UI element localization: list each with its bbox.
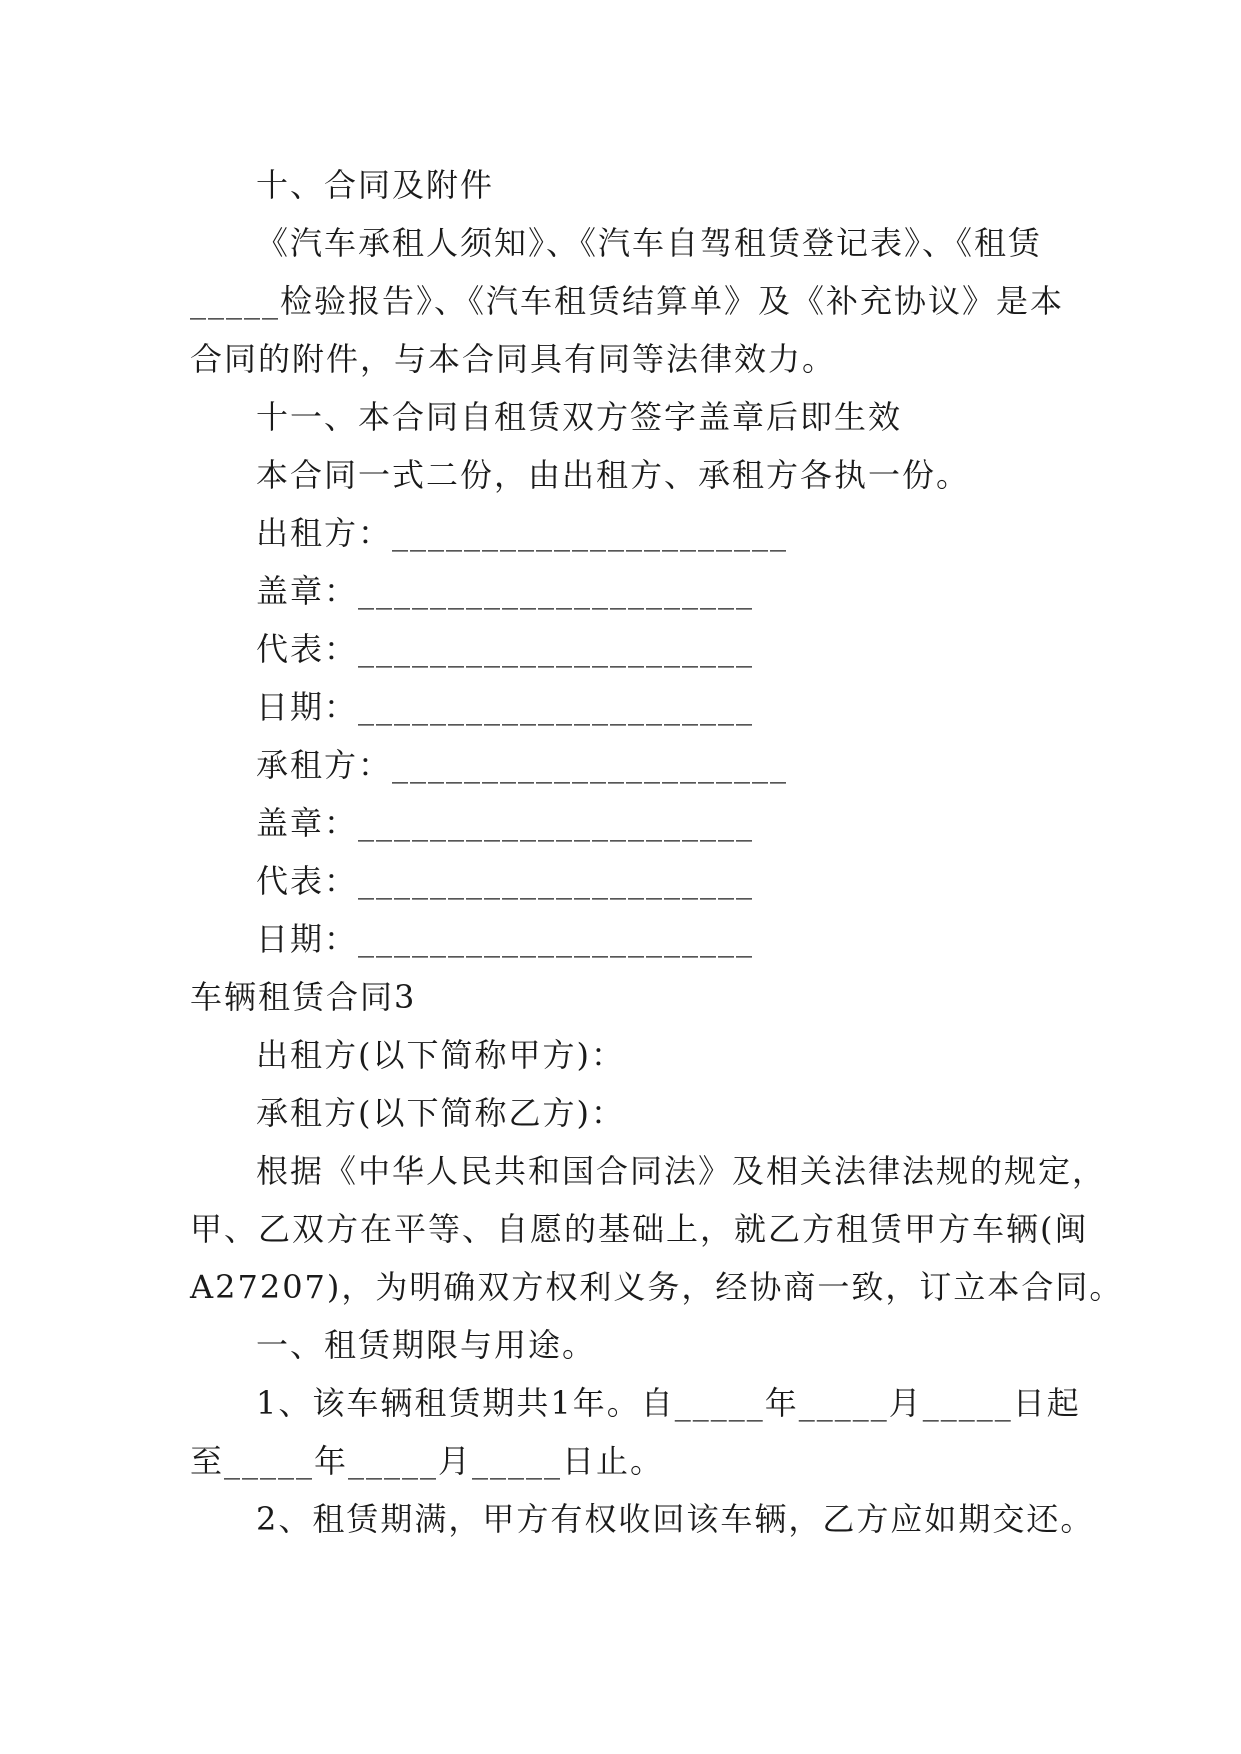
party-lessee-line: 承租方(以下简称乙方)： xyxy=(256,1094,625,1132)
section-heading: 十一、本合同自租赁双方签字盖章后即生效 xyxy=(256,398,903,436)
signature-field-representative: 代表：______________________ xyxy=(256,630,755,668)
party-lessor-line: 出租方(以下简称甲方)： xyxy=(256,1036,625,1074)
signature-field-representative: 代表：______________________ xyxy=(256,862,755,900)
paragraph-line: 本合同一式二份，由出租方、承租方各执一份。 xyxy=(256,456,971,494)
paragraph-line: 《汽车承租人须知》、《汽车自驾租赁登记表》、《租赁 xyxy=(256,224,1043,262)
document-title: 车辆租赁合同3 xyxy=(190,978,417,1016)
paragraph-line: 根据《中华人民共和国合同法》及相关法律法规的规定， xyxy=(256,1152,1107,1190)
paragraph-line: 2、租赁期满，甲方有权收回该车辆，乙方应如期交还。 xyxy=(256,1500,1095,1538)
signature-field-date: 日期：______________________ xyxy=(256,920,755,958)
paragraph-line: 甲、乙双方在平等、自愿的基础上，就乙方租赁甲方车辆(闽 xyxy=(190,1210,1089,1248)
signature-field-lessor: 出租方：______________________ xyxy=(256,514,789,552)
signature-field-seal: 盖章：______________________ xyxy=(256,804,755,842)
paragraph-line: 至_____年_____月_____日止。 xyxy=(190,1442,665,1480)
signature-field-date: 日期：______________________ xyxy=(256,688,755,726)
paragraph-line: A27207)，为明确双方权利义务，经协商一致，订立本合同。 xyxy=(190,1268,1124,1306)
paragraph-line: 合同的附件，与本合同具有同等法律效力。 xyxy=(190,340,837,378)
section-heading: 十、合同及附件 xyxy=(256,166,495,204)
section-heading: 一、租赁期限与用途。 xyxy=(256,1326,597,1364)
paragraph-line: 1、该车辆租赁期共1年。自_____年_____月_____日起 xyxy=(256,1384,1081,1422)
paragraph-line: _____检验报告》、《汽车租赁结算单》及《补充协议》是本 xyxy=(190,282,1065,320)
signature-field-lessee: 承租方：______________________ xyxy=(256,746,789,784)
signature-field-seal: 盖章：______________________ xyxy=(256,572,755,610)
